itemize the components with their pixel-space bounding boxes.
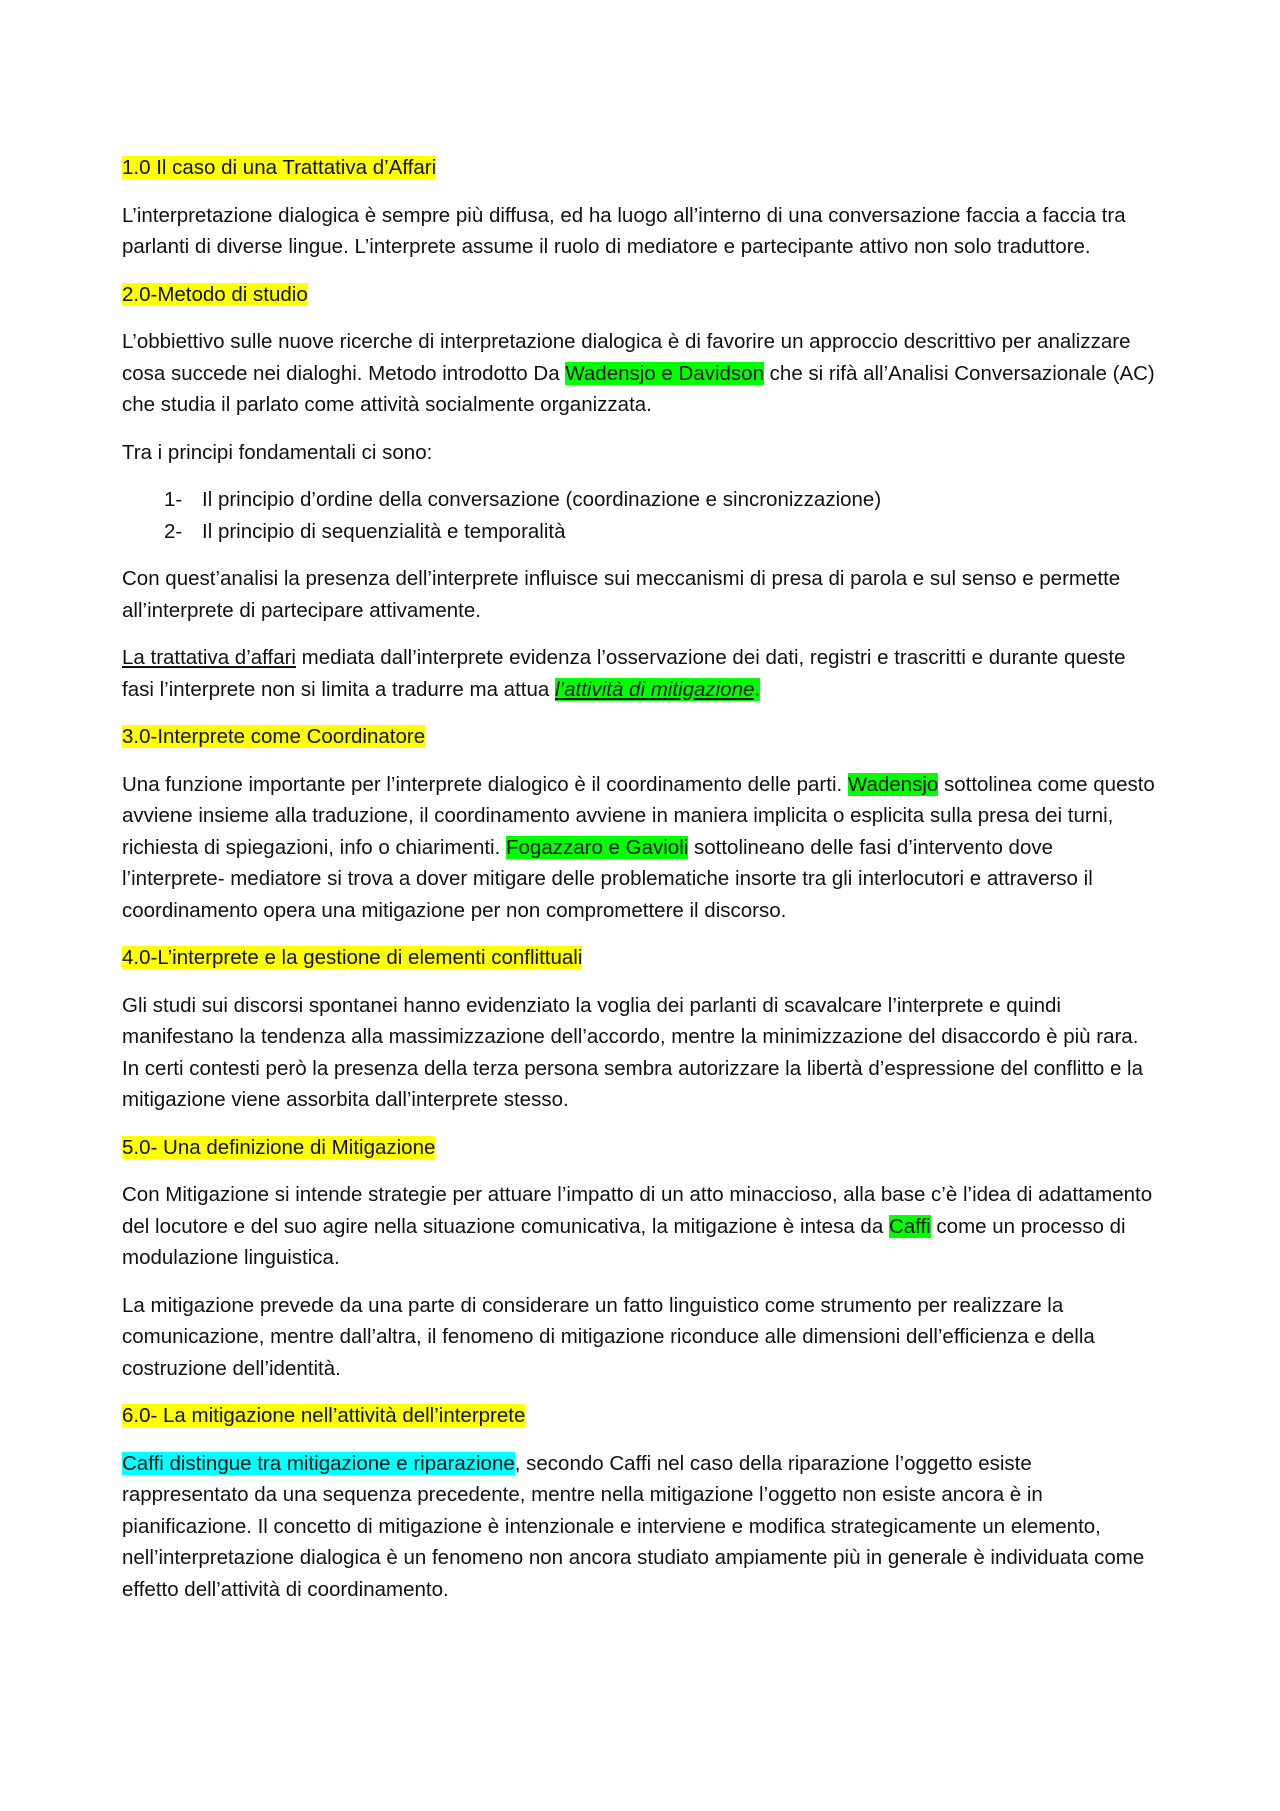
list-number: 1- bbox=[164, 488, 183, 511]
list-item-text: Il principio d’ordine della conversazione (coordinazione e sincronizzazione) bbox=[202, 488, 882, 511]
heading-highlight: 6.0- La mitigazione nell’attività dell’interprete bbox=[122, 1404, 526, 1427]
heading-highlight: 4.0-L’interprete e la gestione di elementi conflittuali bbox=[122, 946, 583, 969]
list-number: 2- bbox=[164, 519, 183, 543]
list-item bbox=[122, 484, 1160, 516]
text-run: Una funzione importante per l’interprete dialogico è il coordinamento delle parti. bbox=[122, 772, 848, 796]
paragraph: Gli studi sui discorsi spontanei hanno evidenziato la voglia dei parlanti di scavalcare l’interprete e quindi manifestano la tendenza alla massimizzazione dell’accordo, mentre la minimizzazione del disaccordo è più rara. In certi contesti però la presenza della terza persona sembra autorizzare la libertà d’espressione del conflitto e la mitigazione viene assorbita dall’interprete stesso. bbox=[122, 993, 1143, 1111]
paragraph: Tra i principi fondamentali ci sono: bbox=[122, 440, 433, 464]
principles-list bbox=[122, 484, 1160, 547]
key-sentence-highlight: Caffi distingue tra mitigazione e riparazione bbox=[122, 1451, 515, 1475]
section-heading-4 bbox=[122, 942, 1160, 974]
heading-highlight: 2.0-Metodo di studio bbox=[122, 282, 308, 306]
section-heading-3 bbox=[122, 721, 1160, 753]
text-run: sottolineano delle fasi d’intervento dove l’interprete- mediatore si trova a dover mitigare delle problematiche insorte tra gli interlocutori e attraverso il coordinamento opera una mitigazione per non compromettere il discorso. bbox=[122, 835, 1093, 922]
author-highlight: Caffi bbox=[888, 1214, 931, 1238]
section-heading-2 bbox=[122, 279, 1160, 311]
section-heading-1 bbox=[122, 152, 1160, 184]
list-item-text: Il principio di sequenzialità e temporalità bbox=[202, 519, 566, 543]
underlined-text: La trattativa d’affari bbox=[122, 646, 296, 669]
paragraph: Con quest’analisi la presenza dell’interprete influisce sui meccanismi di presa di parola e sul senso e permette all’interprete di partecipare attivamente. bbox=[122, 567, 1121, 622]
paragraph bbox=[122, 326, 1160, 421]
paragraph bbox=[122, 1448, 1160, 1606]
list-item bbox=[122, 516, 1160, 548]
paragraph bbox=[122, 642, 1160, 705]
emphasis-highlight: l’attività di mitigazione bbox=[554, 677, 755, 701]
text-run: che si rifà all’Analisi Conversazionale (AC) che studia il parlato come attività socialmente organizzata. bbox=[122, 361, 1155, 416]
heading-highlight: 3.0-Interprete come Coordinatore bbox=[122, 725, 426, 748]
heading-highlight: 5.0- Una definizione di Mitigazione bbox=[122, 1135, 436, 1159]
author-highlight: Wadensjo bbox=[847, 772, 939, 796]
author-highlight: Wadensjo e Davidson bbox=[565, 361, 764, 385]
text-run: , secondo Caffi nel caso della riparazione l’oggetto esiste rappresentato da una sequenza precedente, mentre nella mitigazione l’oggetto non esiste ancora è in pianificazione. Il concetto di mitigazione è intenzionale e interviene e modifica strategicamente un elemento, nell’interpretazione dialogica è un fenomeno non ancora studiato ampiamente più in generale è individuata come effetto dell’attività di coordinamento. bbox=[122, 1451, 1145, 1601]
text-run: mediata dall’interprete evidenza l’osservazione dei dati, registri e trascritti e durante queste fasi l’interprete non si limita a tradurre ma attua bbox=[122, 646, 1126, 701]
text-run: . bbox=[754, 677, 761, 701]
heading-highlight: 1.0 Il caso di una Trattativa d’Affari bbox=[122, 156, 437, 179]
text-run: sottolinea come questo avviene insieme alla traduzione, il coordinamento avviene in maniera implicita o esplicita sulla presa dei turni, richiesta di spiegazioni, info o chiarimenti. bbox=[122, 772, 1155, 859]
author-highlight: Fogazzaro e Gavioli bbox=[506, 835, 689, 859]
text-run: come un processo di modulazione linguistica. bbox=[122, 1214, 1126, 1269]
paragraph: La mitigazione prevede da una parte di considerare un fatto linguistico come strumento per realizzare la comunicazione, mentre dall’altra, il fenomeno di mitigazione riconduce alle dimensioni dell’efficienza e della costruzione dell’identità. bbox=[122, 1293, 1095, 1380]
text-run: L’obbiettivo sulle nuove ricerche di interpretazione dialogica è di favorire un approccio descrittivo per analizzare cosa succede nei dialoghi. Metodo introdotto Da bbox=[122, 330, 1131, 385]
section-heading-5 bbox=[122, 1132, 1160, 1164]
paragraph bbox=[122, 769, 1160, 927]
text-run: Con Mitigazione si intende strategie per attuare l’impatto di un atto minaccioso, alla base c’è l’idea di adattamento del locutore e del suo agire nella situazione comunicativa, la mitigazione è intesa da bbox=[122, 1183, 1153, 1238]
section-heading-6 bbox=[122, 1400, 1160, 1432]
paragraph: L’interpretazione dialogica è sempre più diffusa, ed ha luogo all’interno di una conversazione faccia a faccia tra parlanti di diverse lingue. L’interprete assume il ruolo di mediatore e partecipante attivo non solo traduttore. bbox=[122, 203, 1126, 258]
paragraph bbox=[122, 1179, 1160, 1274]
